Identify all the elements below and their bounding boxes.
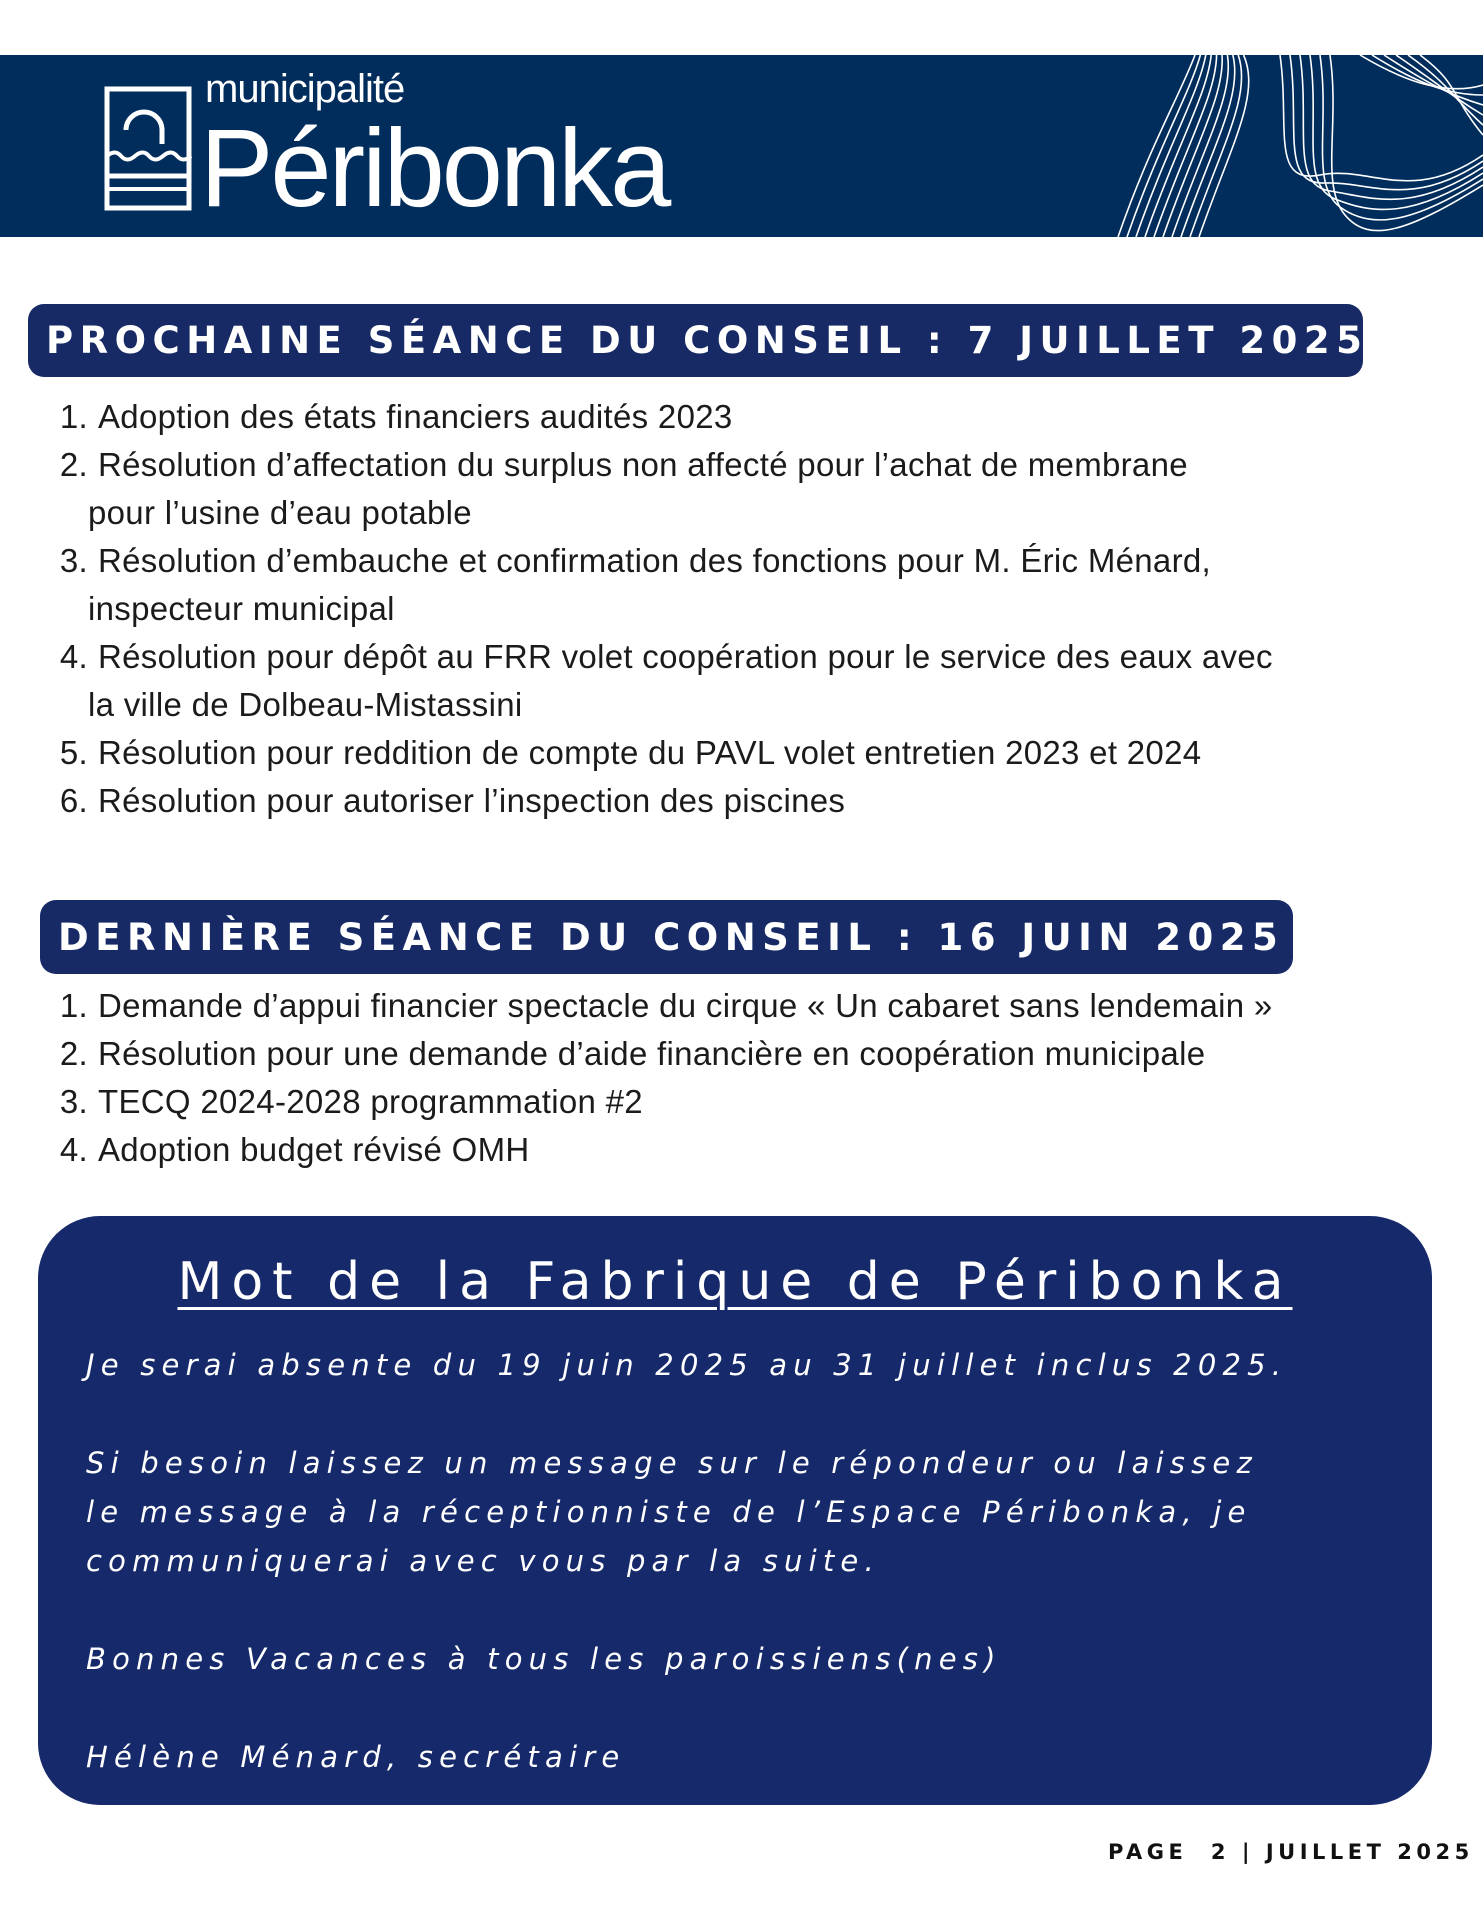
- logo-text-small: municipalité: [205, 67, 405, 111]
- absence-notice: Je serai absente du 19 juin 2025 au 31 juillet inclus 2025.: [86, 1348, 1288, 1382]
- wave-line: [1310, 55, 1483, 209]
- item-text-block: [98, 1030, 1205, 1078]
- agenda-item: [50, 633, 1273, 729]
- item-number: 3.: [59, 1083, 88, 1120]
- item-text-block: [88, 537, 1211, 633]
- wave-lines-decoration: [1110, 55, 1483, 237]
- item-number: 4.: [59, 1131, 88, 1168]
- message-line: communiquerai avec vous par la suite.: [86, 1544, 880, 1578]
- item-text-block: [88, 633, 1273, 729]
- municipality-logo-icon: [104, 86, 192, 211]
- fabrique-message-box: [38, 1216, 1432, 1805]
- agenda-item: [50, 777, 1273, 825]
- item-number: 6.: [59, 782, 88, 819]
- item-text-block: [98, 777, 845, 825]
- item-number: 3.: [59, 542, 88, 579]
- page-footer: PAGE 2 | JUILLET 2025: [1108, 1840, 1474, 1864]
- wave-line: [1136, 55, 1206, 237]
- message-line: le message à la réceptionniste de l’Espace Péribonka, je: [86, 1495, 1252, 1529]
- next-meeting-agenda: [50, 393, 1273, 825]
- item-text: Adoption des états financiers audités 2023: [98, 398, 733, 435]
- fabrique-title: Mot de la Fabrique de Péribonka: [177, 1252, 1293, 1312]
- item-text: Résolution pour une demande d’aide financière en coopération municipale: [98, 1035, 1206, 1072]
- item-text: la ville de Dolbeau-Mistassini: [88, 686, 523, 723]
- holiday-wishes: Bonnes Vacances à tous les paroissiens(nes): [86, 1642, 1002, 1676]
- next-meeting-title: PROCHAINE SÉANCE DU CONSEIL : 7 JUILLET 2025: [46, 319, 1369, 362]
- item-number: 1.: [59, 398, 88, 435]
- wave-line: [1280, 55, 1483, 181]
- wave-line: [1290, 55, 1483, 190]
- agenda-item: [50, 393, 1273, 441]
- agenda-item: [50, 1030, 1273, 1078]
- item-text-block: [98, 393, 733, 441]
- item-number: 1.: [59, 987, 88, 1024]
- signature: Hélène Ménard, secrétaire: [86, 1740, 626, 1774]
- fabrique-body: [86, 1341, 1287, 1782]
- agenda-item: [50, 982, 1273, 1030]
- message-line: Si besoin laissez un message sur le répondeur ou laissez: [86, 1446, 1258, 1480]
- item-text: pour l’usine d’eau potable: [88, 494, 472, 531]
- agenda-item: [50, 1126, 1273, 1174]
- item-number: 4.: [59, 638, 88, 675]
- item-text: Résolution pour reddition de compte du PAVL volet entretien 2023 et 2024: [98, 734, 1202, 771]
- wave-line: [1118, 55, 1195, 237]
- agenda-item: [50, 537, 1273, 633]
- item-text-block: [98, 729, 1201, 777]
- item-text-block: [88, 441, 1188, 537]
- item-number: 2.: [59, 446, 88, 483]
- item-text-block: [98, 1126, 530, 1174]
- masthead: [0, 55, 1483, 237]
- item-text: TECQ 2024-2028 programmation #2: [98, 1083, 643, 1120]
- item-text: Adoption budget révisé OMH: [98, 1131, 530, 1168]
- agenda-item: [50, 729, 1273, 777]
- logo-text-large: Péribonka: [200, 107, 669, 230]
- item-text: Résolution d’embauche et confirmation des fonctions pour M. Éric Ménard,: [98, 542, 1211, 579]
- agenda-item: [50, 441, 1273, 537]
- item-text: Demande d’appui financier spectacle du cirque « Un cabaret sans lendemain »: [98, 987, 1273, 1024]
- last-meeting-banner: [40, 900, 1293, 974]
- item-number: 5.: [59, 734, 88, 771]
- item-text-block: [98, 982, 1273, 1030]
- item-number: 2.: [59, 1035, 88, 1072]
- last-meeting-title: DERNIÈRE SÉANCE DU CONSEIL : 16 JUIN 2025: [58, 915, 1285, 959]
- wave-line: [1300, 55, 1483, 199]
- agenda-item: [50, 1078, 1273, 1126]
- item-text: Résolution d’affectation du surplus non affecté pour l’achat de membrane: [98, 446, 1188, 483]
- next-meeting-banner: [28, 304, 1369, 377]
- item-text: Résolution pour autoriser l’inspection des piscines: [98, 782, 846, 819]
- wave-line: [1320, 55, 1483, 220]
- item-text-block: [98, 1078, 643, 1126]
- item-text: inspecteur municipal: [88, 590, 395, 627]
- item-text: Résolution pour dépôt au FRR volet coopération pour le service des eaux avec: [98, 638, 1273, 675]
- last-meeting-agenda: [50, 982, 1273, 1174]
